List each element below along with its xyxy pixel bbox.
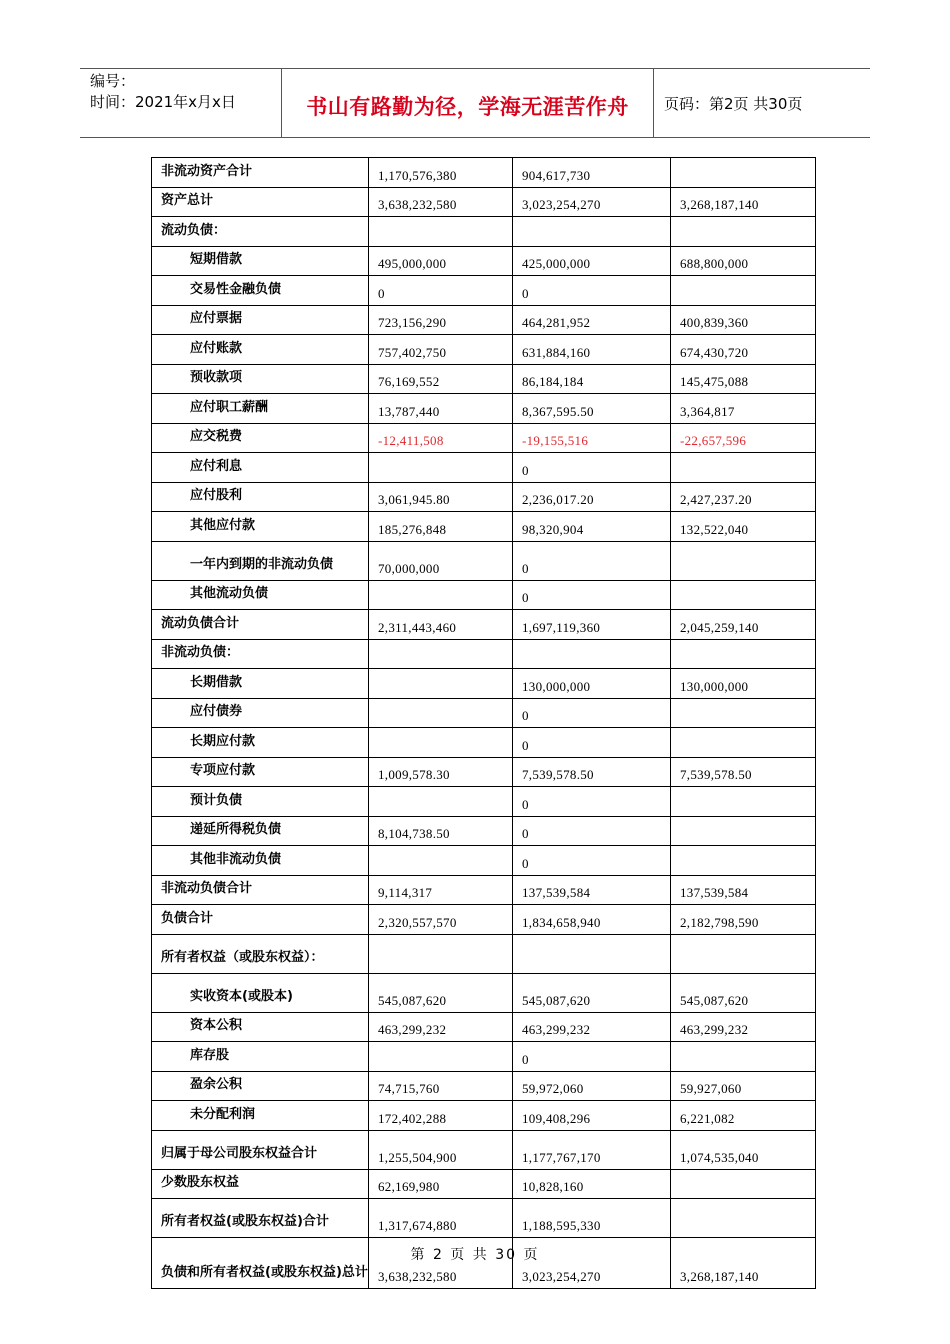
row-value-v3 xyxy=(671,787,816,817)
row-value-v1 xyxy=(369,217,513,247)
row-label: 预收款项 xyxy=(152,364,369,394)
page-footer: 第 2 页 共 30 页 xyxy=(410,1247,540,1263)
row-value-v2: 10,828,160 xyxy=(513,1169,671,1199)
row-label: 盈余公积 xyxy=(152,1071,369,1101)
row-label: 负债合计 xyxy=(152,905,369,935)
row-label: 流动负债： xyxy=(152,217,369,247)
row-value-v1: -12,411,508 xyxy=(369,423,513,453)
header-motto-cell xyxy=(282,69,654,137)
row-value-v2: 0 xyxy=(513,846,671,876)
row-value-v1 xyxy=(369,580,513,610)
row-value-v1: 8,104,738.50 xyxy=(369,816,513,846)
row-label: 非流动负债： xyxy=(152,639,369,669)
row-value-v2: 0 xyxy=(513,698,671,728)
row-value-v2: 0 xyxy=(513,1042,671,1072)
table-row xyxy=(152,1042,816,1072)
row-value-v2 xyxy=(513,217,671,247)
row-value-v2: 8,367,595.50 xyxy=(513,394,671,424)
row-value-v1: 723,156,290 xyxy=(369,305,513,335)
row-label: 预计负债 xyxy=(152,787,369,817)
row-value-v3 xyxy=(671,698,816,728)
row-value-v3 xyxy=(671,816,816,846)
row-label: 递延所得税负债 xyxy=(152,816,369,846)
row-value-v1 xyxy=(369,453,513,483)
row-value-v2: 98,320,904 xyxy=(513,512,671,542)
row-value-v1: 62,169,980 xyxy=(369,1169,513,1199)
row-value-v1: 172,402,288 xyxy=(369,1101,513,1131)
row-label: 长期应付款 xyxy=(152,728,369,758)
row-value-v3 xyxy=(671,846,816,876)
row-value-v3: 688,800,000 xyxy=(671,246,816,276)
row-value-v1: 2,320,557,570 xyxy=(369,905,513,935)
table-row xyxy=(152,698,816,728)
row-label: 应付职工薪酬 xyxy=(152,394,369,424)
table-row xyxy=(152,728,816,758)
row-value-v2: 137,539,584 xyxy=(513,875,671,905)
table-row xyxy=(152,512,816,542)
page-header xyxy=(80,68,870,138)
row-value-v1 xyxy=(369,698,513,728)
row-value-v1: 74,715,760 xyxy=(369,1071,513,1101)
row-label: 实收资本(或股本) xyxy=(152,973,369,1012)
row-label: 资产总计 xyxy=(152,187,369,217)
row-value-v1 xyxy=(369,934,513,973)
table-row xyxy=(152,846,816,876)
table-row xyxy=(152,639,816,669)
row-value-v3 xyxy=(671,639,816,669)
row-label: 短期借款 xyxy=(152,246,369,276)
row-value-v2: 0 xyxy=(513,816,671,846)
table-row xyxy=(152,187,816,217)
header-meta xyxy=(80,69,282,137)
table-row xyxy=(152,816,816,846)
row-label: 库存股 xyxy=(152,1042,369,1072)
row-value-v2: 0 xyxy=(513,276,671,306)
row-label: 归属于母公司股东权益合计 xyxy=(152,1130,369,1169)
row-value-v2: 1,177,767,170 xyxy=(513,1130,671,1169)
table-row xyxy=(152,1012,816,1042)
row-value-v2: 130,000,000 xyxy=(513,669,671,699)
row-value-v1: 1,170,576,380 xyxy=(369,158,513,188)
header-page-cell xyxy=(654,69,870,137)
row-value-v1: 463,299,232 xyxy=(369,1012,513,1042)
table-row xyxy=(152,541,816,580)
balance-sheet-body xyxy=(152,158,816,1289)
row-label: 应付票据 xyxy=(152,305,369,335)
table-row xyxy=(152,305,816,335)
table-row xyxy=(152,905,816,935)
table-row xyxy=(152,757,816,787)
row-label: 长期借款 xyxy=(152,669,369,699)
row-value-v1 xyxy=(369,669,513,699)
document-time-label: 时间：2021年x月x日 xyxy=(90,93,236,111)
row-value-v1 xyxy=(369,639,513,669)
row-value-v3: 3,268,187,140 xyxy=(671,187,816,217)
row-value-v1: 1,255,504,900 xyxy=(369,1130,513,1169)
row-value-v3 xyxy=(671,1199,816,1238)
row-value-v1: 2,311,443,460 xyxy=(369,610,513,640)
row-value-v3: 132,522,040 xyxy=(671,512,816,542)
table-row xyxy=(152,158,816,188)
row-value-v2: 1,834,658,940 xyxy=(513,905,671,935)
row-value-v2: 0 xyxy=(513,541,671,580)
table-row xyxy=(152,934,816,973)
row-label: 未分配利润 xyxy=(152,1101,369,1131)
row-value-v1: 3,638,232,580 xyxy=(369,187,513,217)
table-row xyxy=(152,246,816,276)
row-value-v2 xyxy=(513,934,671,973)
row-value-v1: 495,000,000 xyxy=(369,246,513,276)
row-value-v3: 7,539,578.50 xyxy=(671,757,816,787)
row-value-v1 xyxy=(369,728,513,758)
row-value-v3: 3,268,187,140 xyxy=(671,1238,816,1289)
row-value-v2: 7,539,578.50 xyxy=(513,757,671,787)
table-row xyxy=(152,669,816,699)
row-value-v3 xyxy=(671,453,816,483)
row-value-v2: 0 xyxy=(513,728,671,758)
row-value-v2: 631,884,160 xyxy=(513,335,671,365)
balance-sheet-table xyxy=(151,157,816,1289)
row-value-v1: 1,009,578.30 xyxy=(369,757,513,787)
row-value-v2: 3,023,254,270 xyxy=(513,187,671,217)
row-value-v2: 1,697,119,360 xyxy=(513,610,671,640)
row-value-v1: 1,317,674,880 xyxy=(369,1199,513,1238)
row-label: 应付债券 xyxy=(152,698,369,728)
table-row xyxy=(152,787,816,817)
row-label: 非流动资产合计 xyxy=(152,158,369,188)
row-value-v2: 0 xyxy=(513,453,671,483)
row-value-v3: 3,364,817 xyxy=(671,394,816,424)
row-value-v1 xyxy=(369,1042,513,1072)
header-motto: 书山有路勤为径，学海无涯苦作舟 xyxy=(306,95,629,119)
row-value-v1: 3,061,945.80 xyxy=(369,482,513,512)
row-value-v3: 59,927,060 xyxy=(671,1071,816,1101)
row-value-v1 xyxy=(369,787,513,817)
row-value-v3: 463,299,232 xyxy=(671,1012,816,1042)
table-row xyxy=(152,610,816,640)
row-value-v3: 2,182,798,590 xyxy=(671,905,816,935)
table-row xyxy=(152,875,816,905)
row-label: 其他应付款 xyxy=(152,512,369,542)
row-value-v1: 545,087,620 xyxy=(369,973,513,1012)
row-value-v3: 400,839,360 xyxy=(671,305,816,335)
table-row xyxy=(152,1169,816,1199)
row-value-v1: 757,402,750 xyxy=(369,335,513,365)
row-value-v3: 2,427,237.20 xyxy=(671,482,816,512)
row-value-v3: 130,000,000 xyxy=(671,669,816,699)
row-value-v3: -22,657,596 xyxy=(671,423,816,453)
table-row xyxy=(152,580,816,610)
table-row xyxy=(152,453,816,483)
document-number-label: 编号： xyxy=(90,72,136,90)
row-value-v2: 86,184,184 xyxy=(513,364,671,394)
table-row xyxy=(152,335,816,365)
row-value-v3 xyxy=(671,217,816,247)
row-value-v3: 2,045,259,140 xyxy=(671,610,816,640)
row-value-v3 xyxy=(671,541,816,580)
row-value-v3 xyxy=(671,158,816,188)
row-value-v3 xyxy=(671,1169,816,1199)
row-value-v1: 3,638,232,580 xyxy=(369,1238,513,1289)
row-value-v1: 0 xyxy=(369,276,513,306)
row-value-v3 xyxy=(671,276,816,306)
row-value-v3 xyxy=(671,728,816,758)
row-label: 少数股东权益 xyxy=(152,1169,369,1199)
table-row xyxy=(152,364,816,394)
row-value-v2 xyxy=(513,639,671,669)
row-label: 非流动负债合计 xyxy=(152,875,369,905)
row-value-v1: 9,114,317 xyxy=(369,875,513,905)
table-row xyxy=(152,394,816,424)
row-label: 资本公积 xyxy=(152,1012,369,1042)
header-page-info: 页码：第2页 共30页 xyxy=(664,95,803,113)
table-row xyxy=(152,1071,816,1101)
row-value-v3: 1,074,535,040 xyxy=(671,1130,816,1169)
row-value-v2: 545,087,620 xyxy=(513,973,671,1012)
row-value-v1: 185,276,848 xyxy=(369,512,513,542)
table-row xyxy=(152,276,816,306)
row-value-v3 xyxy=(671,580,816,610)
row-value-v3: 674,430,720 xyxy=(671,335,816,365)
row-value-v2: 2,236,017.20 xyxy=(513,482,671,512)
table-row xyxy=(152,973,816,1012)
row-label: 其他流动负债 xyxy=(152,580,369,610)
row-label: 流动负债合计 xyxy=(152,610,369,640)
row-value-v1: 76,169,552 xyxy=(369,364,513,394)
row-label: 负债和所有者权益(或股东权益)总计 xyxy=(152,1238,369,1289)
row-value-v2: -19,155,516 xyxy=(513,423,671,453)
row-value-v3 xyxy=(671,934,816,973)
row-label: 专项应付款 xyxy=(152,757,369,787)
row-value-v2: 904,617,730 xyxy=(513,158,671,188)
row-value-v3: 6,221,082 xyxy=(671,1101,816,1131)
table-row xyxy=(152,1130,816,1169)
table-row xyxy=(152,1199,816,1238)
table-row xyxy=(152,482,816,512)
row-value-v3: 145,475,088 xyxy=(671,364,816,394)
row-value-v1: 70,000,000 xyxy=(369,541,513,580)
table-row xyxy=(152,423,816,453)
row-label: 应付账款 xyxy=(152,335,369,365)
row-value-v2: 109,408,296 xyxy=(513,1101,671,1131)
row-value-v2: 425,000,000 xyxy=(513,246,671,276)
row-value-v3 xyxy=(671,1042,816,1072)
row-value-v2: 1,188,595,330 xyxy=(513,1199,671,1238)
row-value-v2: 463,299,232 xyxy=(513,1012,671,1042)
row-label: 应付利息 xyxy=(152,453,369,483)
row-value-v1: 13,787,440 xyxy=(369,394,513,424)
table-row xyxy=(152,1101,816,1131)
row-label: 交易性金融负债 xyxy=(152,276,369,306)
row-label: 其他非流动负债 xyxy=(152,846,369,876)
row-value-v2: 0 xyxy=(513,580,671,610)
row-value-v3: 545,087,620 xyxy=(671,973,816,1012)
row-value-v3: 137,539,584 xyxy=(671,875,816,905)
row-value-v1 xyxy=(369,846,513,876)
row-label: 一年内到期的非流动负债 xyxy=(152,541,369,580)
row-label: 所有者权益（或股东权益）： xyxy=(152,934,369,973)
row-label: 应交税费 xyxy=(152,423,369,453)
row-value-v2: 3,023,254,270 xyxy=(513,1238,671,1289)
row-value-v2: 0 xyxy=(513,787,671,817)
row-label: 所有者权益(或股东权益)合计 xyxy=(152,1199,369,1238)
row-label: 应付股利 xyxy=(152,482,369,512)
row-value-v2: 59,972,060 xyxy=(513,1071,671,1101)
table-row xyxy=(152,217,816,247)
row-value-v2: 464,281,952 xyxy=(513,305,671,335)
